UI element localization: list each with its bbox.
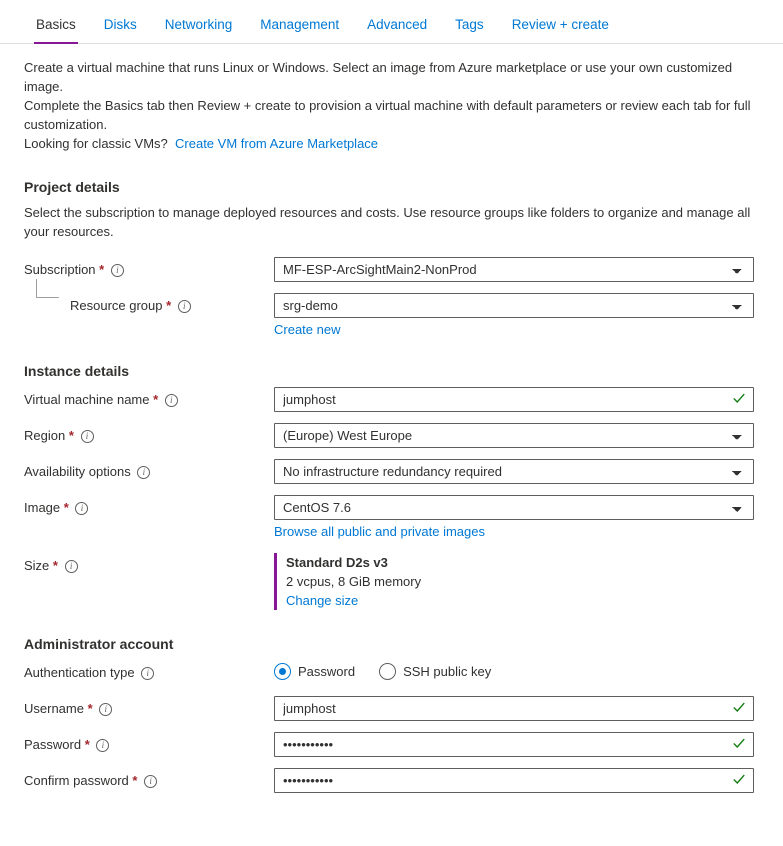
region-row	[24, 423, 761, 448]
availability-options-label-text: Availability options	[24, 464, 131, 479]
size-info-icon[interactable]: i	[65, 560, 78, 573]
tab-management-label: Management	[260, 17, 340, 32]
subscription-info-icon[interactable]: i	[111, 264, 124, 277]
subscription-required-mark: *	[99, 262, 105, 277]
region-info-icon[interactable]: i	[81, 430, 94, 443]
username-label-text: Username	[24, 701, 84, 716]
authentication-type-field	[274, 660, 754, 680]
size-spec: 2 vcpus, 8 GiB memory	[286, 574, 422, 589]
availability-options-row	[24, 459, 761, 484]
image-field	[274, 495, 754, 539]
image-label	[24, 495, 274, 516]
subscription-label	[24, 257, 274, 278]
vm-name-input[interactable]	[274, 387, 754, 412]
wizard-tabs	[0, 0, 783, 44]
vm-name-label-text: Virtual machine name	[24, 392, 150, 407]
region-label-text: Region	[24, 428, 66, 443]
confirm-password-row	[24, 768, 761, 793]
availability-options-select[interactable]	[274, 459, 754, 484]
username-label	[24, 696, 274, 717]
tab-review-create-label: Review + create	[511, 17, 609, 32]
change-size-link[interactable]: Change size	[286, 593, 359, 608]
radio-password-indicator[interactable]	[274, 663, 291, 680]
availability-options-field	[274, 459, 754, 484]
username-field	[274, 696, 754, 721]
tab-tags[interactable]	[441, 17, 498, 43]
password-label	[24, 732, 274, 753]
intro-line-2: Complete the Basics tab then Review + create to provision a virtual machine with default parameters or review each tab for full customization.	[24, 98, 751, 132]
administrator-account-heading: Administrator account	[24, 636, 174, 652]
authentication-type-label-text: Authentication type	[24, 665, 135, 680]
tab-advanced-label: Advanced	[367, 17, 428, 32]
subscription-label-text: Subscription	[24, 262, 96, 277]
intro-line-3	[24, 134, 761, 153]
size-field	[274, 553, 754, 610]
password-label-text: Password	[24, 737, 82, 752]
image-row	[24, 495, 761, 539]
tab-tags-label: Tags	[455, 17, 484, 32]
region-required-mark: *	[68, 428, 74, 443]
resource-group-row	[24, 293, 761, 337]
vm-name-field	[274, 387, 754, 412]
username-input[interactable]	[274, 696, 754, 721]
authentication-type-info-icon[interactable]: i	[141, 667, 154, 680]
resource-group-field	[274, 293, 754, 337]
radio-password[interactable]	[274, 663, 355, 680]
image-select[interactable]	[274, 495, 754, 520]
tab-advanced[interactable]	[353, 17, 441, 43]
size-row	[24, 553, 761, 610]
username-row	[24, 696, 761, 721]
tab-disks-label: Disks	[103, 17, 137, 32]
radio-ssh-public-key-indicator[interactable]	[379, 663, 396, 680]
vm-name-required-mark: *	[153, 392, 159, 407]
create-new-resource-group-wrap	[274, 322, 754, 337]
radio-ssh-public-key-label: SSH public key	[403, 664, 492, 679]
resource-group-label	[24, 293, 274, 314]
region-field	[274, 423, 754, 448]
subscription-select[interactable]	[274, 257, 754, 282]
selected-size-block	[274, 553, 754, 610]
create-vm-marketplace-link[interactable]: Create VM from Azure Marketplace	[175, 136, 379, 151]
size-required-mark: *	[52, 558, 58, 573]
confirm-password-required-mark: *	[132, 773, 138, 788]
size-name: Standard D2s v3	[286, 555, 388, 570]
confirm-password-input[interactable]	[274, 768, 754, 793]
browse-images-link[interactable]: Browse all public and private images	[274, 524, 485, 539]
confirm-password-info-icon[interactable]: i	[144, 775, 157, 788]
password-field	[274, 732, 754, 757]
authentication-type-label	[24, 660, 274, 681]
resource-group-label-text: Resource group	[70, 298, 163, 313]
subscription-field	[274, 257, 754, 282]
confirm-password-label-text: Confirm password	[24, 773, 129, 788]
tab-basics-label: Basics	[36, 17, 76, 32]
resource-group-select[interactable]	[274, 293, 754, 318]
region-select[interactable]	[274, 423, 754, 448]
password-info-icon[interactable]: i	[96, 739, 109, 752]
intro-line-1: Create a virtual machine that runs Linux or Windows. Select an image from Azure marketplace or use your own customized image.	[24, 60, 733, 94]
resource-group-required-mark: *	[166, 298, 172, 313]
password-row	[24, 732, 761, 757]
radio-password-label: Password	[298, 664, 356, 679]
vm-name-info-icon[interactable]: i	[165, 394, 178, 407]
vm-name-row	[24, 387, 761, 412]
authentication-type-radio-group	[274, 660, 754, 680]
size-label	[24, 553, 274, 574]
vm-name-label	[24, 387, 274, 408]
tab-disks[interactable]	[90, 17, 151, 43]
confirm-password-field	[274, 768, 754, 793]
tab-networking[interactable]	[151, 17, 247, 43]
create-new-link[interactable]: Create new	[274, 322, 341, 337]
region-label	[24, 423, 274, 444]
availability-options-label	[24, 459, 274, 480]
authentication-type-row	[24, 660, 761, 684]
username-required-mark: *	[87, 701, 93, 716]
image-label-text: Image	[24, 500, 61, 515]
radio-ssh-public-key[interactable]	[379, 663, 491, 680]
tab-management[interactable]	[246, 17, 353, 43]
subscription-row	[24, 257, 761, 282]
project-details-heading: Project details	[24, 179, 120, 195]
password-input[interactable]	[274, 732, 754, 757]
image-required-mark: *	[63, 500, 69, 515]
project-details-description: Select the subscription to manage deployed resources and costs. Use resource groups like folders to organize and manage all your resources.	[24, 205, 751, 239]
resource-group-info-icon[interactable]: i	[178, 300, 191, 313]
availability-options-info-icon[interactable]: i	[137, 466, 150, 479]
tab-networking-label: Networking	[164, 17, 233, 32]
browse-images-wrap	[274, 524, 754, 539]
image-info-icon[interactable]: i	[75, 502, 88, 515]
intro-text	[24, 58, 761, 153]
classic-vm-question: Looking for classic VMs?	[24, 136, 168, 151]
basics-form	[0, 44, 783, 793]
username-info-icon[interactable]: i	[99, 703, 112, 716]
confirm-password-label	[24, 768, 274, 789]
tab-review-create[interactable]	[498, 17, 623, 43]
tab-basics[interactable]	[22, 17, 90, 43]
size-label-text: Size	[24, 558, 50, 573]
instance-details-heading: Instance details	[24, 363, 130, 379]
password-required-mark: *	[84, 737, 90, 752]
